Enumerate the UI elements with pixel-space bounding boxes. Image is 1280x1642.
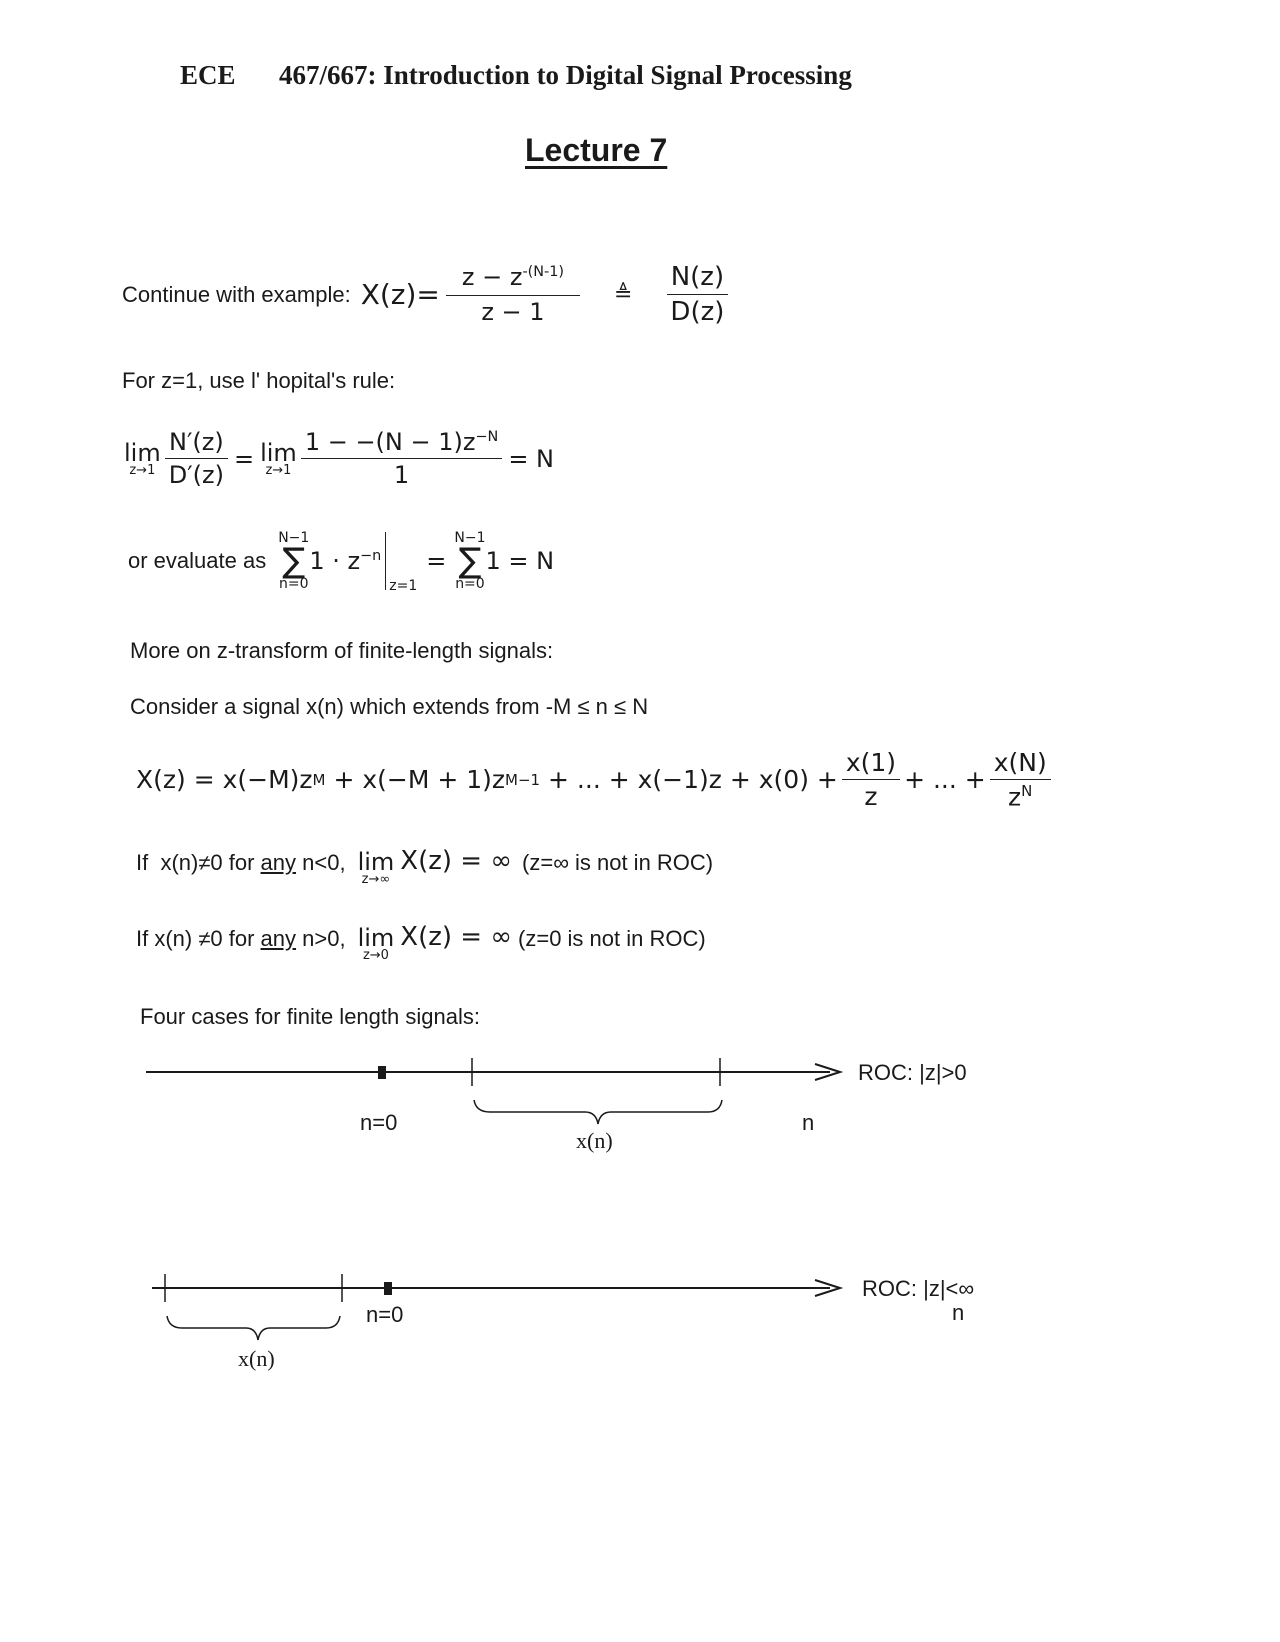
xn-num: x(N) [990, 748, 1051, 780]
rhs-denominator: D(z) [670, 297, 725, 327]
c2-any: any [260, 926, 297, 951]
lim-sub: z→1 [129, 463, 156, 478]
c1-note: (z=∞ is not in ROC) [522, 850, 714, 875]
expansion-d: + ... + [904, 765, 986, 795]
term-exp: −n [360, 548, 382, 564]
sum-symbol-2: N−1 ∑ n=0 [454, 530, 486, 592]
case-1-signal-label: x(n) [576, 1128, 613, 1153]
case-1-origin-label: n=0 [360, 1110, 398, 1135]
lhopital-num-exp: −N [475, 429, 499, 445]
def-symbol: ≜ [613, 282, 633, 307]
c2-note: (z=0 is not in ROC) [518, 926, 706, 951]
c1-pre: If x(n)≠0 for [136, 850, 261, 875]
derivative-num: N′(z) [165, 428, 228, 459]
case-2-origin-label: n=0 [366, 1302, 404, 1327]
case-1-axis-label: n [802, 1110, 815, 1135]
lim-sub: z→∞ [361, 872, 391, 887]
sum-top: N−1 [278, 530, 310, 546]
course-title: Introduction to Digital Signal Processing [383, 60, 852, 90]
lhopital-den: 1 [393, 461, 410, 489]
lecture-title: Lecture 7 [525, 132, 668, 168]
x1-num: x(1) [842, 748, 900, 780]
case-1-brace [474, 1100, 722, 1124]
c1-mid: n<0, [296, 850, 346, 875]
eval-result: 1 = N [485, 547, 555, 575]
equals-sign: = [233, 444, 255, 473]
case-2-signal-label: x(n) [238, 1346, 275, 1371]
example-lhs: X(z)= [360, 278, 440, 311]
expansion-c: + ... + x(−1)z + x(0) + [540, 765, 838, 795]
example-numerator: z − z [461, 263, 523, 291]
lhopital-result: = N [508, 444, 555, 473]
case-2-roc: ROC: |z|<∞ [862, 1276, 975, 1301]
cases-heading: Four cases for finite length signals: [140, 1004, 480, 1029]
expansion-b: + x(−M + 1)z [325, 765, 506, 795]
course-code: ECE [180, 60, 236, 90]
xn-den-exp: N [1021, 782, 1033, 800]
c2-pre: If x(n) ≠0 for [136, 926, 261, 951]
sum-bottom: n=0 [279, 576, 309, 592]
consider-text: Consider a signal x(n) which extends from -M ≤ n ≤ N [130, 694, 649, 719]
eval-equals: = [426, 547, 447, 575]
rhs-numerator: N(z) [667, 262, 728, 295]
case-1-diagram [146, 1058, 840, 1124]
case-2-origin-mark [384, 1282, 392, 1295]
c2-mid: n>0, [296, 926, 346, 951]
derivative-den: D′(z) [168, 461, 224, 489]
exp-m1: M−1 [505, 770, 541, 789]
expansion-a: X(z) = x(−M)z [136, 765, 313, 795]
exp-m: M [312, 770, 326, 789]
x1-den: z [864, 782, 878, 812]
case-1-roc: ROC: |z|>0 [858, 1060, 967, 1085]
c1-expr: X(z) = ∞ [400, 846, 513, 876]
c2-expr: X(z) = ∞ [400, 922, 513, 952]
term: 1 · z [309, 547, 361, 575]
lim-sub: z→0 [362, 948, 389, 963]
example-intro: Continue with example: [122, 281, 351, 307]
example-numerator-exp: -(N-1) [522, 264, 564, 280]
lim-word: lim [260, 439, 297, 467]
sum-top: N−1 [454, 530, 486, 546]
case-1-origin-mark [378, 1066, 386, 1079]
lim-word: lim [357, 848, 395, 876]
sum-symbol-1: N−1 ∑ n=0 [278, 530, 310, 592]
lim-word: lim [357, 924, 395, 952]
sum-bottom: n=0 [455, 576, 485, 592]
c1-any: any [260, 850, 297, 875]
lim-word: lim [124, 439, 161, 467]
evaluation-sub: z=1 [389, 578, 418, 594]
course-number: 467/667: [279, 60, 377, 90]
finite-heading: More on z-transform of finite-length signals: [130, 638, 554, 663]
case-2-brace [167, 1316, 340, 1340]
evaluate-text: or evaluate as [128, 548, 267, 573]
lhopital-num: 1 − −(N − 1)z [304, 428, 476, 456]
case-2-diagram [152, 1274, 840, 1340]
example-denominator: z − 1 [481, 298, 545, 326]
lhopital-text: For z=1, use l' hopital's rule: [122, 368, 396, 393]
lim-sub: z→1 [265, 463, 292, 478]
case-2-axis-label: n [952, 1300, 965, 1325]
xn-den: z [1008, 782, 1022, 812]
